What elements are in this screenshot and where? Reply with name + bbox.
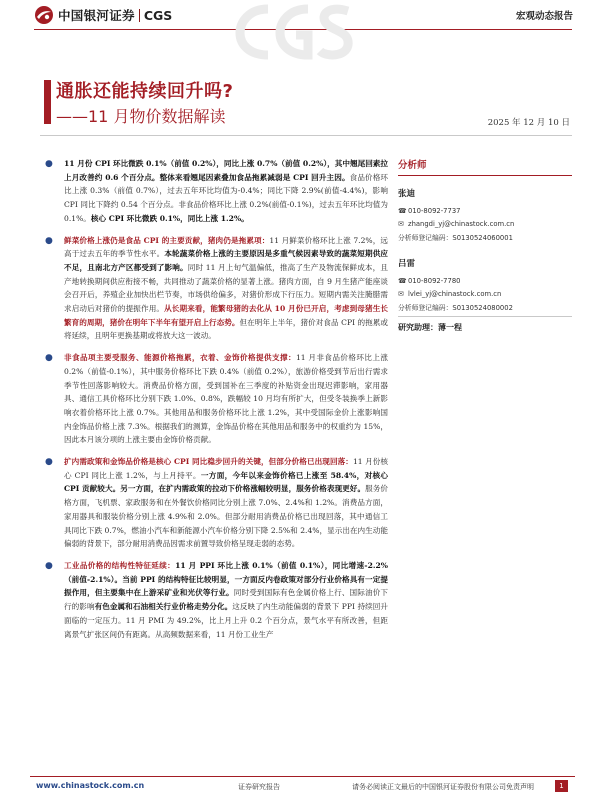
title-accent-bar	[44, 80, 51, 124]
paragraph-text: 有色金属和石油相关行业价格走势分化。	[94, 602, 233, 612]
sidebar-title: 分析师	[398, 157, 572, 176]
paragraph-text: 一方面，今年以来金饰价格已上涨至 58.4%，对核心 CPI 贡献较大。另一方面，在扩内需政策的拉动下价格涨幅较明显，服务价格表现更好。	[64, 470, 389, 494]
paragraph-text: 非食品项主要受服务、能源价格拖累，衣着、金饰价格提供支撑：	[64, 353, 296, 363]
bullet-paragraph	[44, 351, 388, 447]
brand-logo	[34, 5, 172, 25]
paragraph-text: 工业品价格的结构性特征延续：	[64, 560, 176, 570]
analyst-card	[398, 257, 572, 313]
bullet-dot-icon: ●	[45, 159, 53, 169]
paragraph-text: 扩内需政策和金饰品价格是核心 CPI 同比稳步回升的关键，但部分价格已出现回落：	[64, 457, 353, 467]
bullet-paragraph	[44, 234, 388, 344]
paragraph-text: 11 月份核心 CPI 同比上涨 1.2%，与上月持平。	[64, 457, 389, 480]
bullet-dot-icon: ●	[45, 560, 53, 571]
paragraph-text: 鲜菜价格上涨仍是食品 CPI 的主要贡献，猪肉仍是拖累项：	[64, 235, 270, 245]
report-date: 2025 年 12 月 10 日	[487, 118, 570, 128]
report-type: 宏观动态报告	[515, 11, 573, 22]
footer-divider	[30, 776, 575, 777]
analyst-name: 张迪	[398, 189, 416, 199]
paragraph-text: 本轮蔬菜价格上涨的主要原因是多重气候因素导致的蔬菜短期供应不足，且南北方产区都受到了影响。	[64, 249, 389, 272]
bullet-paragraph	[44, 559, 388, 641]
logo-cgs: CGS	[143, 7, 173, 23]
report-title: 通胀还能持续回升吗?	[56, 81, 234, 102]
analyst-card	[398, 187, 572, 243]
research-assistant: 研究助理：薄一程	[398, 316, 572, 333]
paragraph-text: 食品价格环比上涨 0.3%（前值 0.7%），过去五年环比均值为-0.4%；同比下降 2.9%(前值-4.4%)，影响 CPI 同比下降约 0.54 个百分点。非食品价格环比上涨 0.2%(前值-0.1%)，过去五年环比均值为 0.1%。	[64, 172, 389, 223]
bullet-paragraph	[44, 455, 388, 551]
paragraph-text: 11 月 PPI 环比上涨 0.1%（前值 0.1%），同比增速-2.2%（前值-2.1%）。当前 PPI 的结构特征比较明显，一方面反内卷政策对部分行业价格具有一定提振作用，但主要集中在上游采矿业和光伏等行业。	[64, 560, 389, 598]
email-value[interactable]: lvlei_yj@chinastock.com.cn	[408, 289, 502, 298]
logo-text: 中国银河证券	[58, 8, 135, 23]
paragraph-text: 服务价格方面，飞机票、家政服务和在外餐饮价格同比分别上涨 7.0%、2.4%和 1.2%。消费品方面，家用器具和服装价格分别上涨 4.9%和 2.0%。但部分耐用消费品价格已出现回落，其中通信工具同比下跌 0.7%，燃油小汽车和新能源小汽车价格分别下降 2.5%和 2.4%，显示出在内生动能偏弱的背景下，部分耐用消费品因需求前置导致价格呈现走弱的态势。	[64, 484, 389, 549]
galaxy-logo-icon	[34, 5, 54, 25]
bullet-dot-icon: ●	[45, 353, 53, 364]
bullet-dot-icon: ●	[45, 457, 53, 468]
analyst-sidebar	[398, 157, 572, 333]
cgs-watermark-icon	[228, 3, 358, 61]
phone-icon: ☎	[398, 206, 407, 215]
analyst-cert: 分析师登记编码：S0130524080002	[398, 303, 513, 312]
email-icon: ✉	[398, 289, 404, 298]
report-subtitle: ——11 月物价数据解读	[56, 107, 226, 126]
main-content	[44, 157, 388, 649]
paragraph-text: 11 月非食品价格环比上涨 0.2%（前值-0.1%），其中服务价格环比下跌 0.4%（前值 0.2%），旅游价格受到节后出行需求季节性回落影响较大。消费品价格方面，受到国补在三季度的补贴资金出现迟滞影响，家用器具、通信工具价格环比分别下跌 1.0%、0.8%，跌幅较 10 月均有所扩大，但受冬装换季上新影响衣着价格环比上涨 0.7%。其他用品和服务价格环比上涨 1.2%，其中受国际金价上涨影响国内金饰品价格上涨 7.3%。根据我们的测算，金饰品价格在其他用品和服务中的权重约为 15%，因此本月该分项的上涨主要由金饰价格贡献。	[64, 353, 389, 445]
footer-website-link[interactable]: www.chinastock.com.cn	[36, 781, 145, 790]
paragraph-text: 从长期来看，能繁母猪的去化从 10 月份已开启，考虑到母猪生长繁育的周期，猪价在明年下半年有望开启上行态势。	[64, 304, 388, 327]
analyst-phone	[398, 274, 572, 287]
email-icon: ✉	[398, 219, 404, 228]
paragraph-text: 11 月份 CPI 环比微跌 0.1%（前值 0.2%），同比上涨 0.7%（前值 0.2%），其中翘尾回素拉上月改善约 0.6 个百分点。整体来看翘尾因素叠加食品拖累减弱是 CPI 回升主因。	[64, 159, 388, 182]
analyst-phone	[398, 204, 572, 217]
analyst-cert: 分析师登记编码：S0130524060001	[398, 233, 513, 242]
logo-divider	[139, 9, 140, 22]
paragraph-text: 11 月鲜菜价格环比上涨 7.2%，远高于过去五年的季节性水平。	[64, 235, 388, 259]
paragraph-text: 这反映了内生动能偏弱的背景下 PPI 持续回升面临的一定压力。11 月 PMI 为 49.2%，比上月上升 0.2 个百分点，景气水平有所改善，但距离景气扩张区间仍有距离。从高频数据来看，11 月份工业生产	[64, 602, 389, 639]
paragraph-text: 同时受到国际有色金属价格上行、国际油价下行的影响	[64, 588, 388, 612]
page-number: 1	[555, 780, 568, 792]
phone-value: 010-8092-7780	[408, 276, 461, 285]
analyst-name: 吕雷	[398, 259, 416, 269]
analyst-email[interactable]	[398, 217, 572, 230]
title-divider	[40, 135, 572, 136]
phone-value: 010-8092-7737	[408, 206, 461, 215]
footer-disclaimer: 请务必阅读正文最后的中国银河证券股份有限公司免责声明	[352, 783, 534, 791]
paragraph-text: 核心 CPI 环比微跌 0.1%，同比上涨 1.2%。	[90, 213, 249, 223]
email-value[interactable]: zhangdi_yj@chinastock.com.cn	[408, 219, 515, 228]
bullet-dot-icon: ●	[45, 235, 53, 246]
footer-report-label: 证券研究报告	[238, 783, 280, 791]
paragraph-text: 但在明年上半年，猪价对食品 CPI 的拖累或将延续，且明年更换基期或将放大这一波动。	[64, 317, 388, 341]
paragraph-text: 同时 11 月上旬气温偏低，推高了生产及物流保鲜成本，且产地转换期间供应衔接不畅，共同推动了蔬菜价格的显著上涨。猪肉方面，自 9 月生猪产能座谈会召开后，养殖企业加快出栏节奏，市场供给偏多，对猪价形成下行压力。短期内需关注腌腊需求启动后对猪价的提振作用。	[64, 262, 388, 314]
analyst-email[interactable]	[398, 287, 572, 300]
bullet-paragraph	[44, 157, 388, 226]
phone-icon: ☎	[398, 276, 407, 285]
